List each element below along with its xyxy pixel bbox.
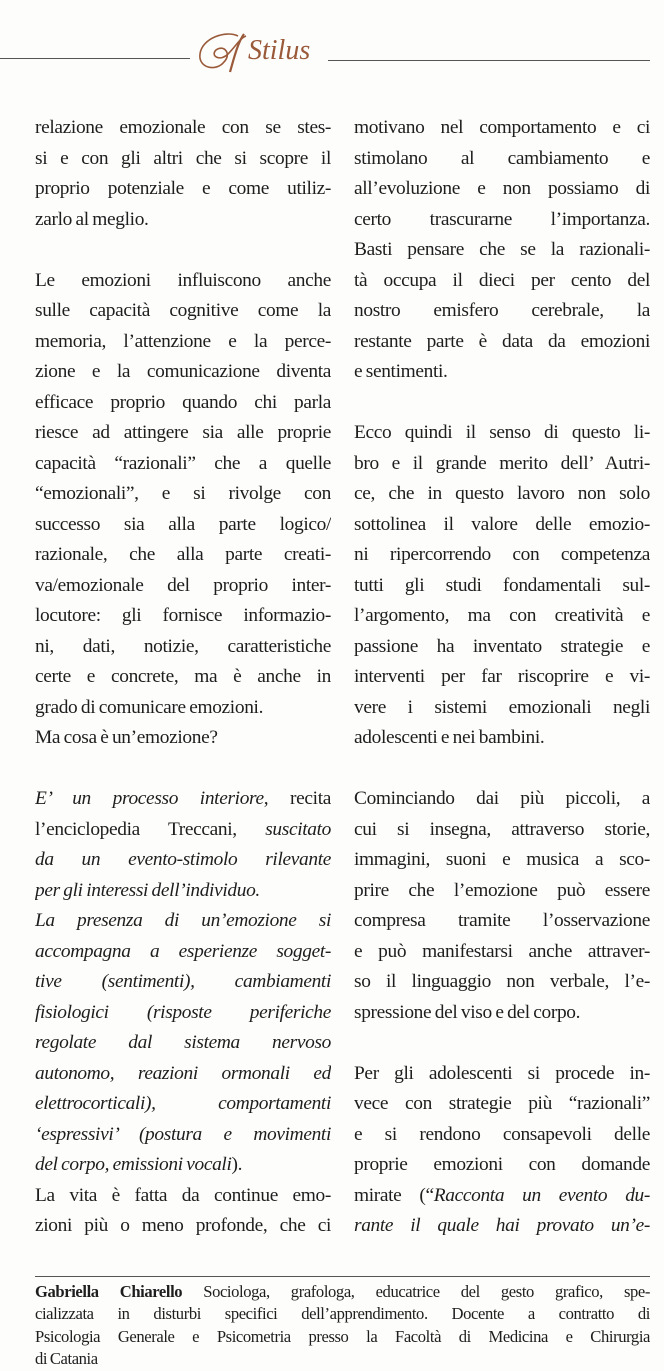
italic-text: da un evento-stimolo rilevante (35, 849, 331, 870)
text-line: Per gli adolescenti si procede in- (354, 1062, 650, 1084)
text-line: proprio potenziale e come utiliz- (35, 178, 331, 199)
text-line: proprie emozioni con domande (354, 1154, 650, 1175)
italic-text: suscitato (265, 818, 331, 840)
text-line: tutti gli studi fondamentali sul- (354, 574, 650, 596)
logo-flourish-icon (196, 28, 248, 74)
text-line: bro e il grande merito dell’ Autri- (354, 452, 650, 474)
text-line (35, 906, 331, 937)
text-line: Ecco quindi il senso di questo li- (354, 422, 650, 443)
plain-text: ). (231, 1154, 243, 1175)
text-line (35, 937, 331, 968)
author-bio (35, 1281, 650, 1371)
bio-line: di Catania (35, 1349, 98, 1368)
text-line: passione ha inventato strategie e (354, 635, 650, 657)
italic-text: autonomo, reazioni ormonali ed (35, 1062, 331, 1084)
italic-text: La presenza di un’emozione si (35, 910, 331, 931)
text-line: ni, dati, notizie, caratteristiche (35, 635, 331, 657)
text-line: certe e concrete, ma è anche in (35, 666, 331, 687)
text-line (35, 815, 331, 846)
paragraph (35, 113, 331, 235)
paragraph-quote (35, 784, 331, 1242)
text-line: zioni più o meno profonde, che ci (35, 1215, 331, 1236)
text-line: adolescenti e nei bambini. (354, 727, 545, 748)
text-line: e sentimenti. (354, 361, 448, 382)
text-line: cui si insegna, attraverso storie, (354, 818, 650, 840)
text-line: successo sia alla parte logico/ (35, 513, 331, 535)
bio-line: Psicologia Generale e Psicometria presso la Facoltà di Medicina e Chirurgia (35, 1326, 650, 1346)
page-header (0, 0, 664, 110)
text-line: sottolinea il valore delle emozio- (354, 513, 650, 535)
paragraph (354, 1059, 650, 1242)
paragraph (354, 784, 650, 1028)
text-line: so il linguaggio non verbale, l’e- (354, 971, 650, 992)
text-line: prire che l’emozione può essere (354, 879, 650, 901)
text-line (354, 1181, 650, 1212)
text-line: Ma cosa è un’emozione? (35, 727, 218, 748)
text-line (35, 876, 331, 907)
text-line: e si rendono consapevoli delle (354, 1123, 650, 1145)
italic-text: per gli interessi dell’individuo. (35, 879, 260, 901)
right-column (354, 113, 650, 1242)
text-line: La vita è fatta da continue emo- (35, 1184, 331, 1206)
stilus-logo (196, 28, 324, 74)
left-column (35, 113, 331, 1242)
text-line: all’evoluzione e non possiamo di (354, 178, 650, 199)
bio-line (35, 1281, 650, 1304)
text-line: ni ripercorrendo con competenza (354, 544, 650, 565)
text-line: riesce ad attingere sia alle proprie (35, 422, 331, 443)
text-line: certo trascurarne l’importanza. (354, 208, 650, 230)
text-line: interventi per far riscoprire e vi- (354, 666, 650, 687)
text-line: compresa tramite l’osservazione (354, 910, 650, 931)
text-line: zione e la comunicazione diventa (35, 361, 331, 382)
text-line: capacità “razionali” che a quelle (35, 452, 331, 474)
italic-text: E’ un processo interiore (35, 788, 264, 809)
logo-text: Stilus (248, 35, 311, 66)
header-rule-left (0, 58, 190, 59)
bio-line: cializzata in disturbi specifici dell’apprendimento. Docente a contratto di (35, 1304, 650, 1323)
text-line: Basti pensare che se la razionali- (354, 239, 650, 260)
text-line: nostro emisfero cerebrale, la (354, 300, 650, 321)
text-line: locutore: gli fornisce informazio- (35, 605, 331, 626)
italic-text: ‘espressivi’ (postura e movimenti (35, 1123, 331, 1145)
text-line: immagini, suoni e musica a sco- (354, 849, 650, 870)
italic-text: rante il quale hai provato un’e- (354, 1215, 650, 1236)
italic-text: tive (sentimenti), cambiamenti (35, 971, 331, 992)
text-line: ce, che in questo lavoro non solo (354, 483, 650, 504)
text-line: motivano nel comportamento e ci (354, 117, 650, 138)
text-line: vece con strategie più “razionali” (354, 1093, 650, 1114)
text-line: vere i sistemi emozionali negli (354, 696, 650, 718)
text-line: sulle capacità cognitive come la (35, 300, 331, 321)
text-line: relazione emozionale con se stes- (35, 117, 331, 138)
plain-text: l’enciclopedia Treccani, (35, 818, 266, 840)
text-line: si e con gli altri che si scopre il (35, 147, 331, 169)
text-line (35, 1150, 331, 1181)
italic-text: Racconta un evento du- (433, 1184, 650, 1206)
text-line: l’argomento, ma con creatività e (354, 605, 650, 626)
text-line: “emozionali”, e si rivolge con (35, 483, 331, 504)
italic-text: del corpo, emissioni vocali (35, 1154, 232, 1175)
italic-text: elettrocorticali), comportamenti (35, 1093, 331, 1114)
italic-text: regolate dal sistema nervoso (35, 1032, 331, 1053)
text-line: tà occupa il dieci per cento del (354, 269, 650, 291)
text-line: razionale, che alla parte creati- (35, 544, 331, 565)
text-line: va/emozionale del proprio inter- (35, 574, 331, 596)
text-line (35, 845, 331, 876)
text-line (35, 1089, 331, 1120)
text-line: Le emozioni influiscono anche (35, 269, 331, 291)
plain-text: mirate (“ (354, 1184, 434, 1206)
text-line: zarlo al meglio. (35, 208, 149, 230)
text-line: spressione del viso e del corpo. (354, 1001, 581, 1023)
text-line (35, 967, 331, 998)
header-rule-right (328, 60, 650, 61)
text-line (35, 784, 331, 815)
text-line: stimolano al cambiamento e (354, 147, 650, 169)
author-name: Gabriella Chiarello (35, 1281, 183, 1301)
italic-text: fisiologici (risposte periferiche (35, 1001, 331, 1023)
footer (35, 1276, 650, 1371)
text-line: efficace proprio quando chi parla (35, 391, 331, 413)
plain-text: , recita (263, 788, 331, 809)
text-line (35, 1059, 331, 1090)
text-line (35, 1120, 331, 1151)
paragraph (354, 113, 650, 388)
article-body (0, 110, 664, 1242)
italic-text: accompagna a esperienze sogget- (35, 940, 331, 962)
text-line: Cominciando dai più piccoli, a (354, 788, 650, 809)
paragraph (35, 266, 331, 754)
paragraph (354, 418, 650, 754)
plain-text: Sociologa, grafologa, educatrice del gesto grafico, spe- (182, 1281, 650, 1301)
text-line: restante parte è data da emozioni (354, 330, 650, 352)
text-line: e può manifestarsi anche attraver- (354, 940, 650, 962)
text-line: grado di comunicare emozioni. (35, 696, 264, 718)
text-line (35, 998, 331, 1029)
text-line (35, 1028, 331, 1059)
text-line: memoria, l’attenzione e la perce- (35, 330, 331, 352)
text-line (354, 1211, 650, 1242)
